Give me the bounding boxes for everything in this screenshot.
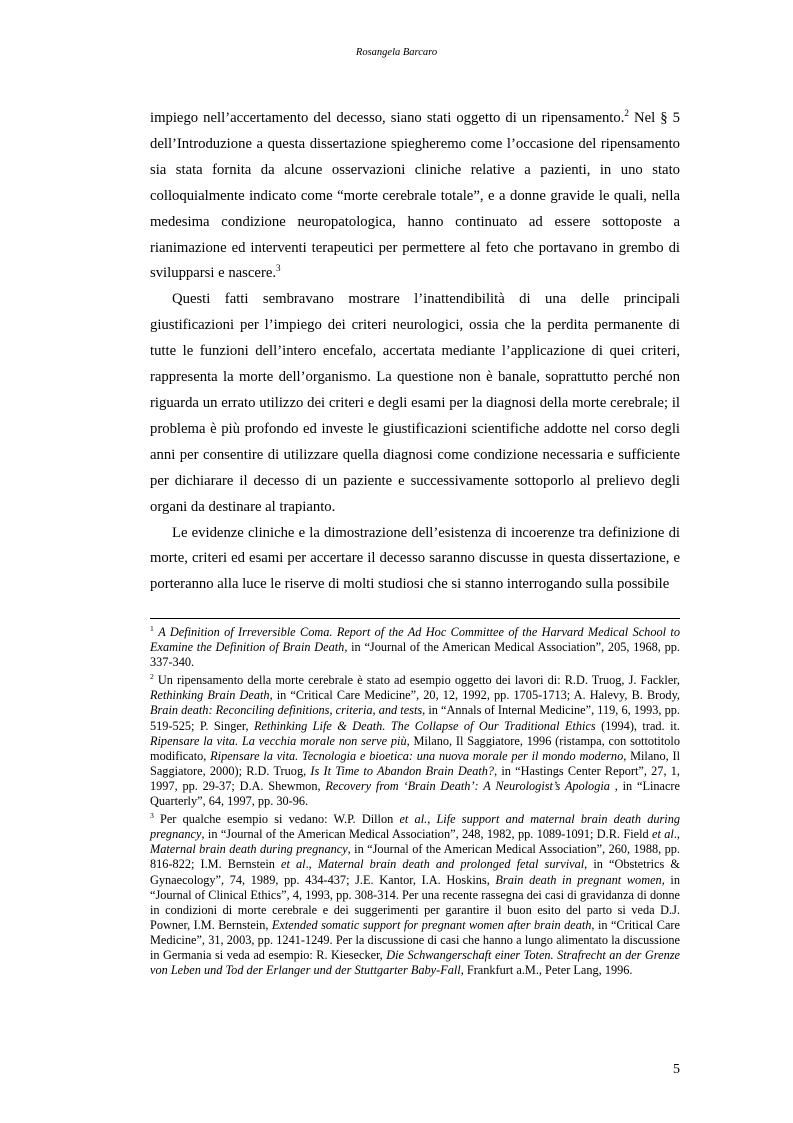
body-paragraph-1: impiego nell’accertamento del decesso, siano stati oggetto di un ripensamento.$^2$ Nel § 5 dell’Introduzione a questa dissertazione spiegheremo come l’occasione del ripensamento sia stata fornita da alcune osservazioni cliniche relative a pazienti, in uno stato colloquialmente indicato come “morte cerebrale totale”, e a donne gravide le quali, nella medesima condizione neuropatologica, hanno continuato ad essere sottoposte a rianimazione ed interventi terapeutici per permettere al feto che portavano in grembo di svilupparsi e nascere.$^3$: [150, 108, 680, 282]
footnotes: [150, 625, 680, 981]
footnote-1: $^1$ A Definition of Irreversible Coma. Report of the Ad Hoc Committee of the Harvard Medical School to Examine the Definition of Brain Death, in “Journal of the American Medical Association”, 205, 1968, pp. 337-340.: [150, 623, 680, 670]
footnote-ref-2: 2: [624, 108, 629, 119]
footnote-separator: [150, 618, 680, 619]
main-text: [150, 106, 680, 598]
footnote-3: $^3$ Per qualche esempio si vedano: W.P. Dillon et al., Life support and maternal brain death during pregnancy, in “Journal of the American Medical Association”, 248, 1982, pp. 1089-1091; D.R. Field et al., Maternal brain death during pregnancy, in “Journal of the American Medical Association”, 260, 1988, pp. 816-822; I.M. Bernstein et al., Maternal brain death and prolonged fetal survival, in “Obstetrics & Gynaecology”, 74, 1989, pp. 434-437; J.E. Kantor, I.A. Hoskins, Brain death in pregnant women, in “Journal of Clinical Ethics”, 4, 1993, pp. 308-314. Per una recente rassegna dei casi di gravidanza di donne in condizioni di morte cerebrale e dei suggerimenti per garantire il buon esito del parto si veda D.J. Powner, I.M. Bernstein, Extended somatic support for pregnant women after brain death, in “Critical Care Medicine”, 31, 2003, pp. 1241-1249. Per la discussione di casi che hanno a lungo alimentato la discussione in Germania si veda ad esempio: R. Kiesecker, Die Schwangerschaft einer Toten. Strafrecht an der Grenze von Leben und Tod der Erlanger und der Stuttgarter Baby-Fall, Frankfurt a.M., Peter Lang, 1996.: [150, 811, 681, 978]
body-paragraph-2: Questi fatti sembravano mostrare l’inattendibilità di una delle principali giustificazioni per l’impiego dei criteri neurologici, ossia che la perdita permanente di tutte le funzioni dell’intero encefalo, accertata mediante l’applicazione di quei criteri, rappresenta la morte dell’organismo. La questione non è banale, soprattutto perché non riguarda un errato utilizzo dei criteri e degli esami per la diagnosi della morte cerebrale; il problema è più profondo ed investe le giustificazioni scientifiche addotte nel corso degli anni per consentire di utilizzare quella diagnosi come condizione necessaria e sufficiente per dichiarare il decesso di un paziente e successivamente sottoporlo al prelievo degli organi da destinare al trapianto.: [150, 291, 680, 515]
footnote-ref-3: 3: [276, 263, 281, 274]
footnote-2: $^2$ Un ripensamento della morte cerebrale è stato ad esempio oggetto dei lavori di: R.D. Truog, J. Fackler, Rethinking Brain Death, in “Critical Care Medicine”, 20, 12, 1992, pp. 1705-1713; A. Halevy, B. Brody, Brain death: Reconciling definitions, criteria, and tests, in “Annals of Internal Medicine”, 119, 6, 1993, pp. 519-525; P. Singer, Rethinking Life & Death. The Collapse of Our Traditional Ethics (1994), trad. it. Ripensare la vita. La vecchia morale non serve più, Milano, Il Saggiatore, 1996 (ristampa, con sottotitolo modificato, Ripensare la vita. Tecnologia e bioetica: una nuova morale per il mondo moderno, Milano, Il Saggiatore, 2000); R.D. Truog, Is It Time to Abandon Brain Death?, in “Hastings Center Report”, 27, 1, 1997, pp. 29-37; D.A. Shewmon, Recovery from ‘Brain Death’: A Neurologist’s Apologia , in “Linacre Quarterly”, 64, 1997, pp. 30-96.: [150, 672, 680, 809]
body-paragraph-3: Le evidenze cliniche e la dimostrazione dell’esistenza di incoerenze tra definizione di morte, criteri ed esami per accertare il decesso saranno discusse in questa dissertazione, e porteranno alla luce le riserve di molti studiosi che si stanno interrogando sulla possibile: [150, 524, 680, 593]
page-number: 5: [673, 1062, 680, 1077]
running-header: Rosangela Barcaro: [355, 47, 438, 58]
